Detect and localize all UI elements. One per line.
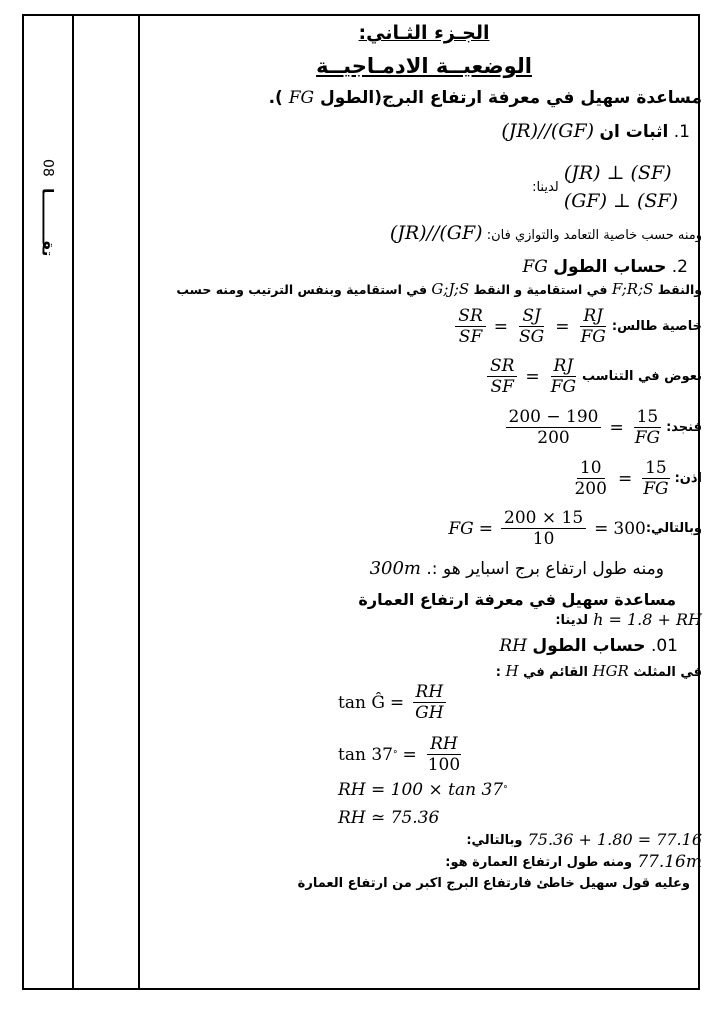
found-equation: فنجد: $\frac{200 - 190}{200}$ = $\frac{15}{FG}$ (503, 407, 703, 448)
building-height-line: ومنه طول ارتفاع العمارة هو: 77.16m (445, 852, 702, 872)
grading-column (22, 14, 73, 990)
grading-label (39, 159, 57, 256)
result-equation: وبالتالي: FG = $\frac{200 \times 15}{10}$ = 300 (448, 508, 702, 549)
final-conclusion: وعليه قول سهيل خاطئ فارتفاع البرج اكبر من ارتفاع العمارة (297, 876, 690, 891)
situation-title: الوضعيــة الادمـاجيــة (316, 54, 532, 78)
tower-height-line: ومنه طول ارتفاع برج اسباير هو :. 300m (369, 558, 664, 579)
grading-word: تقـــــــــا (38, 188, 57, 257)
tan-37-equation: tan 37 ° = $\frac{RH}{100}$ (338, 734, 461, 775)
substitution-equation: نعوض في التناسب $\frac{SR}{SF}$ = $\frac{RJ}{FG}$ (484, 356, 702, 397)
triangle-line: في المثلث HGR القائم في H : (495, 662, 702, 680)
building-given: لدينا: h = 1.8 + RH (555, 610, 702, 629)
building-heading: مساعدة سهيل في معرفة ارتفاع العمارة (358, 590, 676, 609)
q1-given: لدينا: (JR) ⊥ (SF) (GF) ⊥ (SF) (532, 162, 678, 212)
thales-equation: خاصية طالس: $\frac{SR}{SF}$ = $\frac{SJ}{SG}$ = $\frac{RJ}{FG}$ (452, 306, 702, 347)
grading-points: 08 (39, 159, 56, 177)
q1-heading: 1. اثبات ان (JR)//(GF) (501, 120, 690, 142)
then-equation: اذن: $\frac{10}{200}$ = $\frac{15}{FG}$ (574, 458, 702, 499)
part-title: الجـزء الثـاني: (358, 22, 490, 44)
rh-approx: RH ≃ 75.36 (338, 808, 440, 828)
solution-content (140, 16, 708, 986)
q2-points-line: والنقط F;R;S في استقامية و النقط G;J;S في استقامية وبنفس الترتيب ومنه حسب (176, 280, 702, 298)
q1-conclusion: ومنه حسب خاصية التعامد والتوازي فان: (JR)//(GF) (389, 222, 702, 244)
rh-heading: 01. حساب الطول RH (499, 636, 678, 656)
intro-line: مساعدة سهيل في معرفة ارتفاع البرج(الطول FG ). (268, 88, 702, 108)
sum-line: وبالتالي: 75.36 + 1.80 = 77.16 (466, 830, 702, 849)
q2-heading: 2. حساب الطول FG (522, 257, 688, 277)
rh-equation: RH = 100 × tan 37 ° (338, 780, 508, 800)
tan-g-equation: tan Ĝ = $\frac{RH}{GH}$ (338, 682, 450, 723)
